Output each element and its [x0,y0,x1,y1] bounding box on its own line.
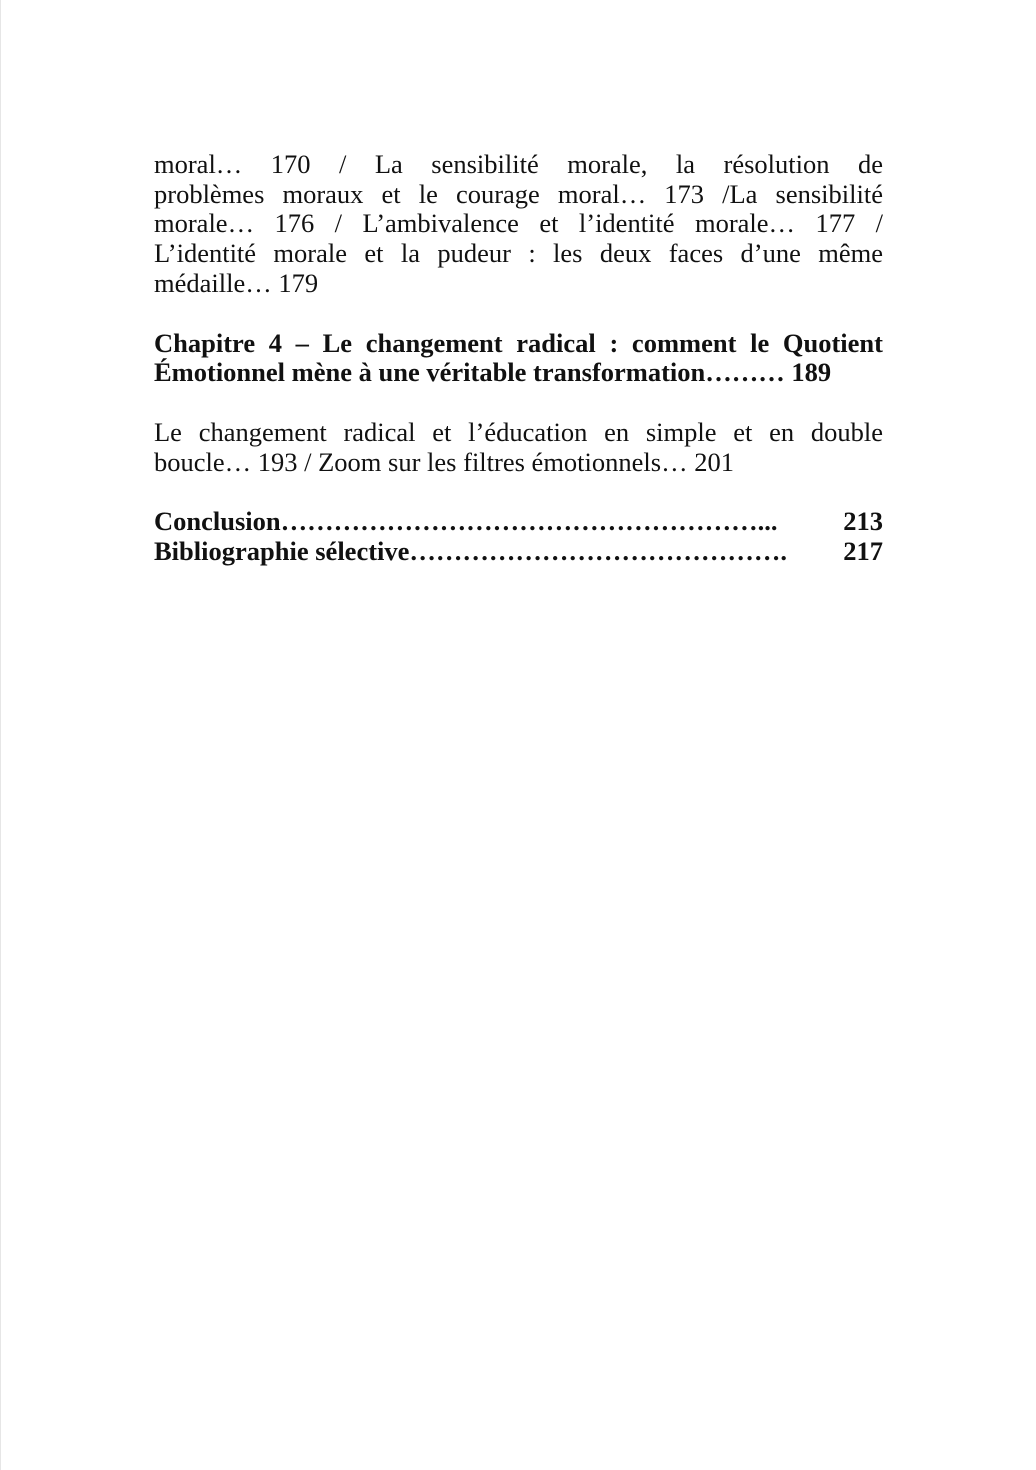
toc-entry-label: Bibliographie sélective [154,537,410,567]
back-matter-entries [154,507,883,566]
chapter-4-leader: ……… [705,357,785,388]
chapter-4-sections [154,418,883,477]
toc-entry-page-number: 217 [843,536,883,567]
chapter3-sections-continuation [154,150,883,299]
toc-entry-leader: ………………………………………………... [280,507,778,537]
toc-entry-page-number: 213 [843,506,883,537]
toc-text-line: L’identité morale et la pudeur : les deux faces d’une même [154,238,883,269]
toc-text-line: moral… 170 / La sensibilité morale, la résolution de [154,149,883,179]
toc-text-line: boucle… 193 / Zoom sur les filtres émotionnels… 201 [154,446,734,477]
chapter-4-page-number: 189 [791,357,832,388]
toc-text-line: médaille… 179 [154,267,319,298]
toc-entry-label-with-leader [154,507,778,537]
toc-entry-conclusion [154,507,883,537]
toc-entry-label: Conclusion [154,507,281,537]
toc-text-line: problèmes moraux et le courage moral… 173 /La sensibilité [154,178,883,209]
toc-entry-bibliography [154,537,883,567]
toc-entry-label-with-leader [154,537,787,567]
toc-text-line: Le changement radical et l’éducation en simple et en double [154,416,883,447]
chapter-4-title-line: Chapitre 4 – Le changement radical : comment le Quotient [154,327,883,358]
table-of-contents [154,150,883,567]
toc-text-line: morale… 176 / L’ambivalence et l’identité morale… 177 / [154,208,883,239]
toc-entry-leader: ……………………………………. [409,537,788,567]
chapter-4-title-text: Émotionnel mène à une véritable transformation [154,357,706,388]
chapter-4-heading [154,329,883,388]
chapter-4-title-line-2 [154,358,883,388]
